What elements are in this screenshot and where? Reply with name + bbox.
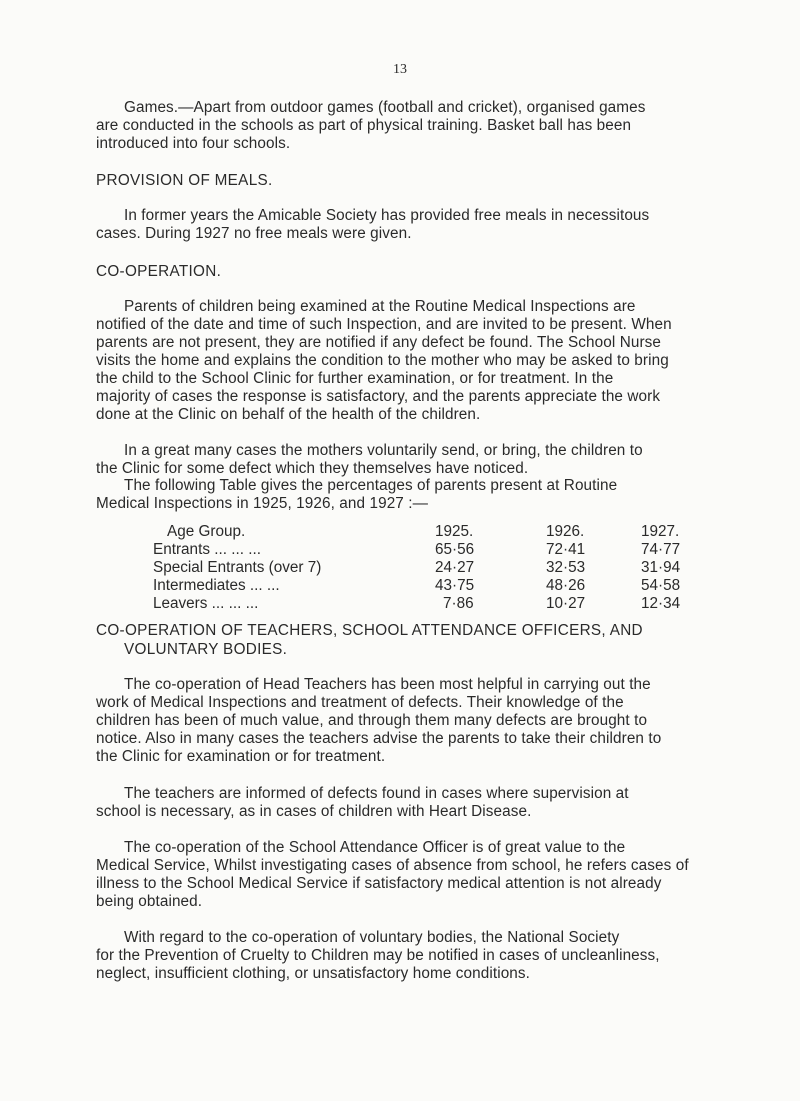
header-1926: 1926.: [546, 523, 585, 540]
table-row: [153, 541, 721, 559]
teachers-p2-line-1: The teachers are informed of defects found in cases where supervision at: [124, 785, 629, 802]
teachers-p2-line-2: school is necessary, as in cases of children with Heart Disease.: [96, 803, 532, 820]
cell-value: 65·56: [435, 541, 475, 558]
games-line-1: Games.—Apart from outdoor games (football and cricket), organised games: [124, 99, 646, 116]
teachers-p3-line-1: The co-operation of the School Attendance Officer is of great value to the: [124, 839, 626, 856]
cell-value: 43·75: [435, 577, 475, 594]
header-1927: 1927.: [641, 523, 680, 540]
cooperation-p1-line-1: Parents of children being examined at the Routine Medical Inspections are: [124, 298, 636, 315]
provision-line-2: cases. During 1927 no free meals were given.: [96, 225, 412, 242]
cooperation-p1-line-5: the child to the School Clinic for further examination, or for treatment. In the: [96, 370, 614, 387]
row-label: Special Entrants (over 7): [153, 559, 322, 576]
teachers-heading-line-2: VOLUNTARY BODIES.: [124, 641, 288, 658]
cell-value: 54·58: [641, 577, 681, 594]
header-age-group: Age Group.: [167, 523, 246, 540]
table-row: [153, 595, 721, 613]
cell-value: 32·53: [546, 559, 586, 576]
cooperation-p1-line-2: notified of the date and time of such Inspection, and are invited to be present. When: [96, 316, 672, 333]
cooperation-p3-line-1: The following Table gives the percentages of parents present at Routine: [124, 477, 618, 494]
cooperation-p3-line-2: Medical Inspections in 1925, 1926, and 1927 :—: [96, 495, 429, 512]
cell-value: 74·77: [641, 541, 681, 558]
cell-value: 31·94: [641, 559, 681, 576]
row-label: Entrants ... ... ...: [153, 541, 261, 558]
cell-value: 7·86: [443, 595, 474, 612]
cooperation-p1-line-4: visits the home and explains the condition to the mother who may be asked to bring: [96, 352, 669, 369]
games-line-3: introduced into four schools.: [96, 135, 291, 152]
page-number: 13: [393, 62, 407, 77]
teachers-p1-line-2: work of Medical Inspections and treatment of defects. Their knowledge of the: [96, 694, 624, 711]
games-line-2: are conducted in the schools as part of physical training. Basket ball has been: [96, 117, 632, 134]
teachers-p1-line-1: The co-operation of Head Teachers has been most helpful in carrying out the: [124, 676, 651, 693]
teachers-heading-line-1: CO-OPERATION OF TEACHERS, SCHOOL ATTENDANCE OFFICERS, AND: [96, 622, 643, 639]
header-1925: 1925.: [435, 523, 474, 540]
cooperation-p1-line-3: parents are not present, they are notified if any defect be found. The School Nurse: [96, 334, 661, 351]
teachers-p4-line-2: for the Prevention of Cruelty to Children may be notified in cases of uncleanliness,: [96, 947, 660, 964]
row-label: Leavers ... ... ...: [153, 595, 259, 612]
table-row: [153, 559, 721, 577]
teachers-p4-line-3: neglect, insufficient clothing, or unsatisfactory home conditions.: [96, 965, 531, 982]
teachers-p1-line-5: the Clinic for examination or for treatment.: [96, 748, 386, 765]
cell-value: 48·26: [546, 577, 586, 594]
teachers-p3-line-3: illness to the School Medical Service if satisfactory medical attention is not already: [96, 875, 662, 892]
percentages-table: [153, 523, 721, 613]
table-row: [153, 577, 721, 595]
provision-heading: PROVISION OF MEALS.: [96, 172, 273, 189]
cooperation-p1-line-7: done at the Clinic on behalf of the health of the children.: [96, 406, 481, 423]
cooperation-heading: CO-OPERATION.: [96, 263, 222, 280]
row-label: Intermediates ... ...: [153, 577, 280, 594]
teachers-p1-line-4: notice. Also in many cases the teachers advise the parents to take their children to: [96, 730, 662, 747]
teachers-p4-line-1: With regard to the co-operation of voluntary bodies, the National Society: [124, 929, 620, 946]
cell-value: 24·27: [435, 559, 475, 576]
teachers-p3-line-2: Medical Service, Whilst investigating cases of absence from school, he refers cases of: [96, 857, 689, 874]
teachers-p3-line-4: being obtained.: [96, 893, 203, 910]
cooperation-p2-line-1: In a great many cases the mothers voluntarily send, or bring, the children to: [124, 442, 643, 459]
cooperation-p1-line-6: majority of cases the response is satisfactory, and the parents appreciate the work: [96, 388, 661, 405]
cell-value: 10·27: [546, 595, 586, 612]
table-header-row: [153, 523, 721, 541]
provision-line-1: In former years the Amicable Society has provided free meals in necessitous: [124, 207, 650, 224]
cell-value: 12·34: [641, 595, 681, 612]
cell-value: 72·41: [546, 541, 586, 558]
teachers-p1-line-3: children has been of much value, and through them many defects are brought to: [96, 712, 648, 729]
cooperation-p2-line-2: the Clinic for some defect which they themselves have noticed.: [96, 460, 529, 477]
